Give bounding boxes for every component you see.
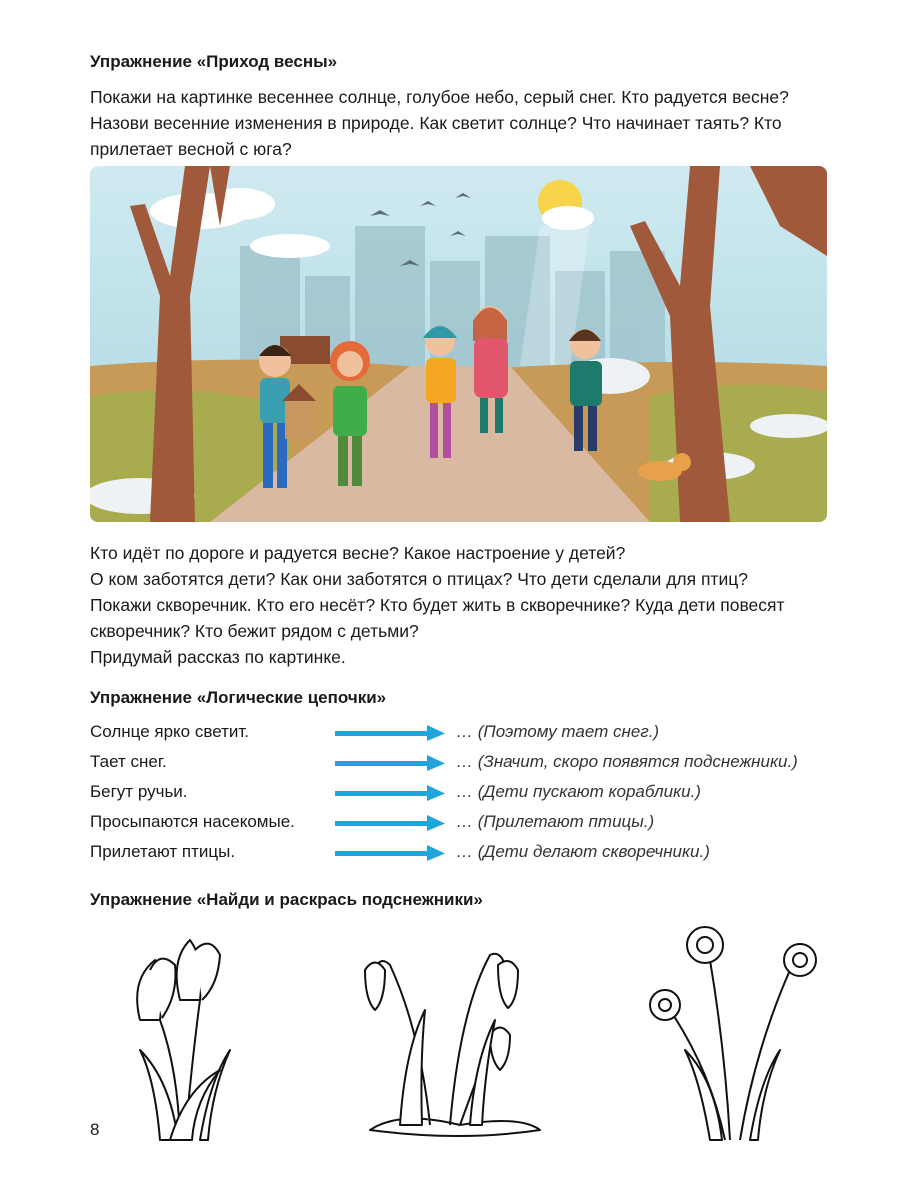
- snowdrop-outline: [365, 954, 540, 1136]
- exercise1-question-2: О ком заботятся дети? Как они заботятся о птицах? Что дети сделали для птиц?: [90, 569, 748, 589]
- chain-cause: Солнце ярко светит.: [90, 722, 249, 741]
- chain-row: [90, 839, 850, 869]
- chain-cause: Бегут ручьи.: [90, 782, 188, 801]
- chain-effect: … (Дети делают скворечники.): [456, 842, 710, 861]
- right-arrow-icon: [335, 815, 445, 831]
- chain-row: [90, 779, 850, 809]
- right-arrow-icon: [335, 725, 445, 741]
- chain-effect: … (Дети пускают кораблики.): [456, 782, 701, 801]
- flower-outlines[interactable]: [100, 910, 840, 1150]
- chain-cause: Просыпаются насекомые.: [90, 812, 295, 831]
- chain-cause: Прилетают птицы.: [90, 842, 236, 861]
- exercise1-question-1: Кто идёт по дороге и радуется весне? Какое настроение у детей?: [90, 543, 626, 563]
- chain-effect: … (Поэтому тает снег.): [456, 722, 660, 741]
- chain-effect: … (Прилетают птицы.): [456, 812, 655, 831]
- right-arrow-icon: [335, 755, 445, 771]
- page-number: 8: [90, 1120, 100, 1139]
- chain-row: [90, 749, 850, 779]
- exercise1-task: Придумай рассказ по картинке.: [90, 647, 346, 667]
- chain-effect: … (Значит, скоро появятся подснежники.): [456, 752, 798, 771]
- right-arrow-icon: [335, 845, 445, 861]
- exercise1-title: Упражнение «Приход весны»: [90, 52, 338, 71]
- chain-cause: Тает снег.: [90, 752, 167, 771]
- logic-chain: [90, 719, 850, 869]
- exercise2-title: Упражнение «Логические цепочки»: [90, 688, 387, 707]
- exercise3-title: Упражнение «Найди и раскрась подснежники»: [90, 890, 483, 909]
- right-arrow-icon: [335, 785, 445, 801]
- exercise1-intro: Покажи на картинке весеннее солнце, голубое небо, серый снег. Кто радуется весне? Назови весенние изменения в природе. Как светит солнце? Что начинает таять? Кто прилетает весной с юга?: [90, 87, 789, 159]
- chain-row: [90, 719, 850, 749]
- chain-row: [90, 809, 850, 839]
- daffodil-outline: [650, 927, 816, 1140]
- spring-park-illustration: [90, 166, 827, 522]
- exercise1-question-3: Покажи скворечник. Кто его несёт? Кто будет жить в скворечнике? Куда дети повесят скворечник? Кто бежит рядом с детьми?: [90, 595, 785, 641]
- crocus-outline: [137, 940, 230, 1140]
